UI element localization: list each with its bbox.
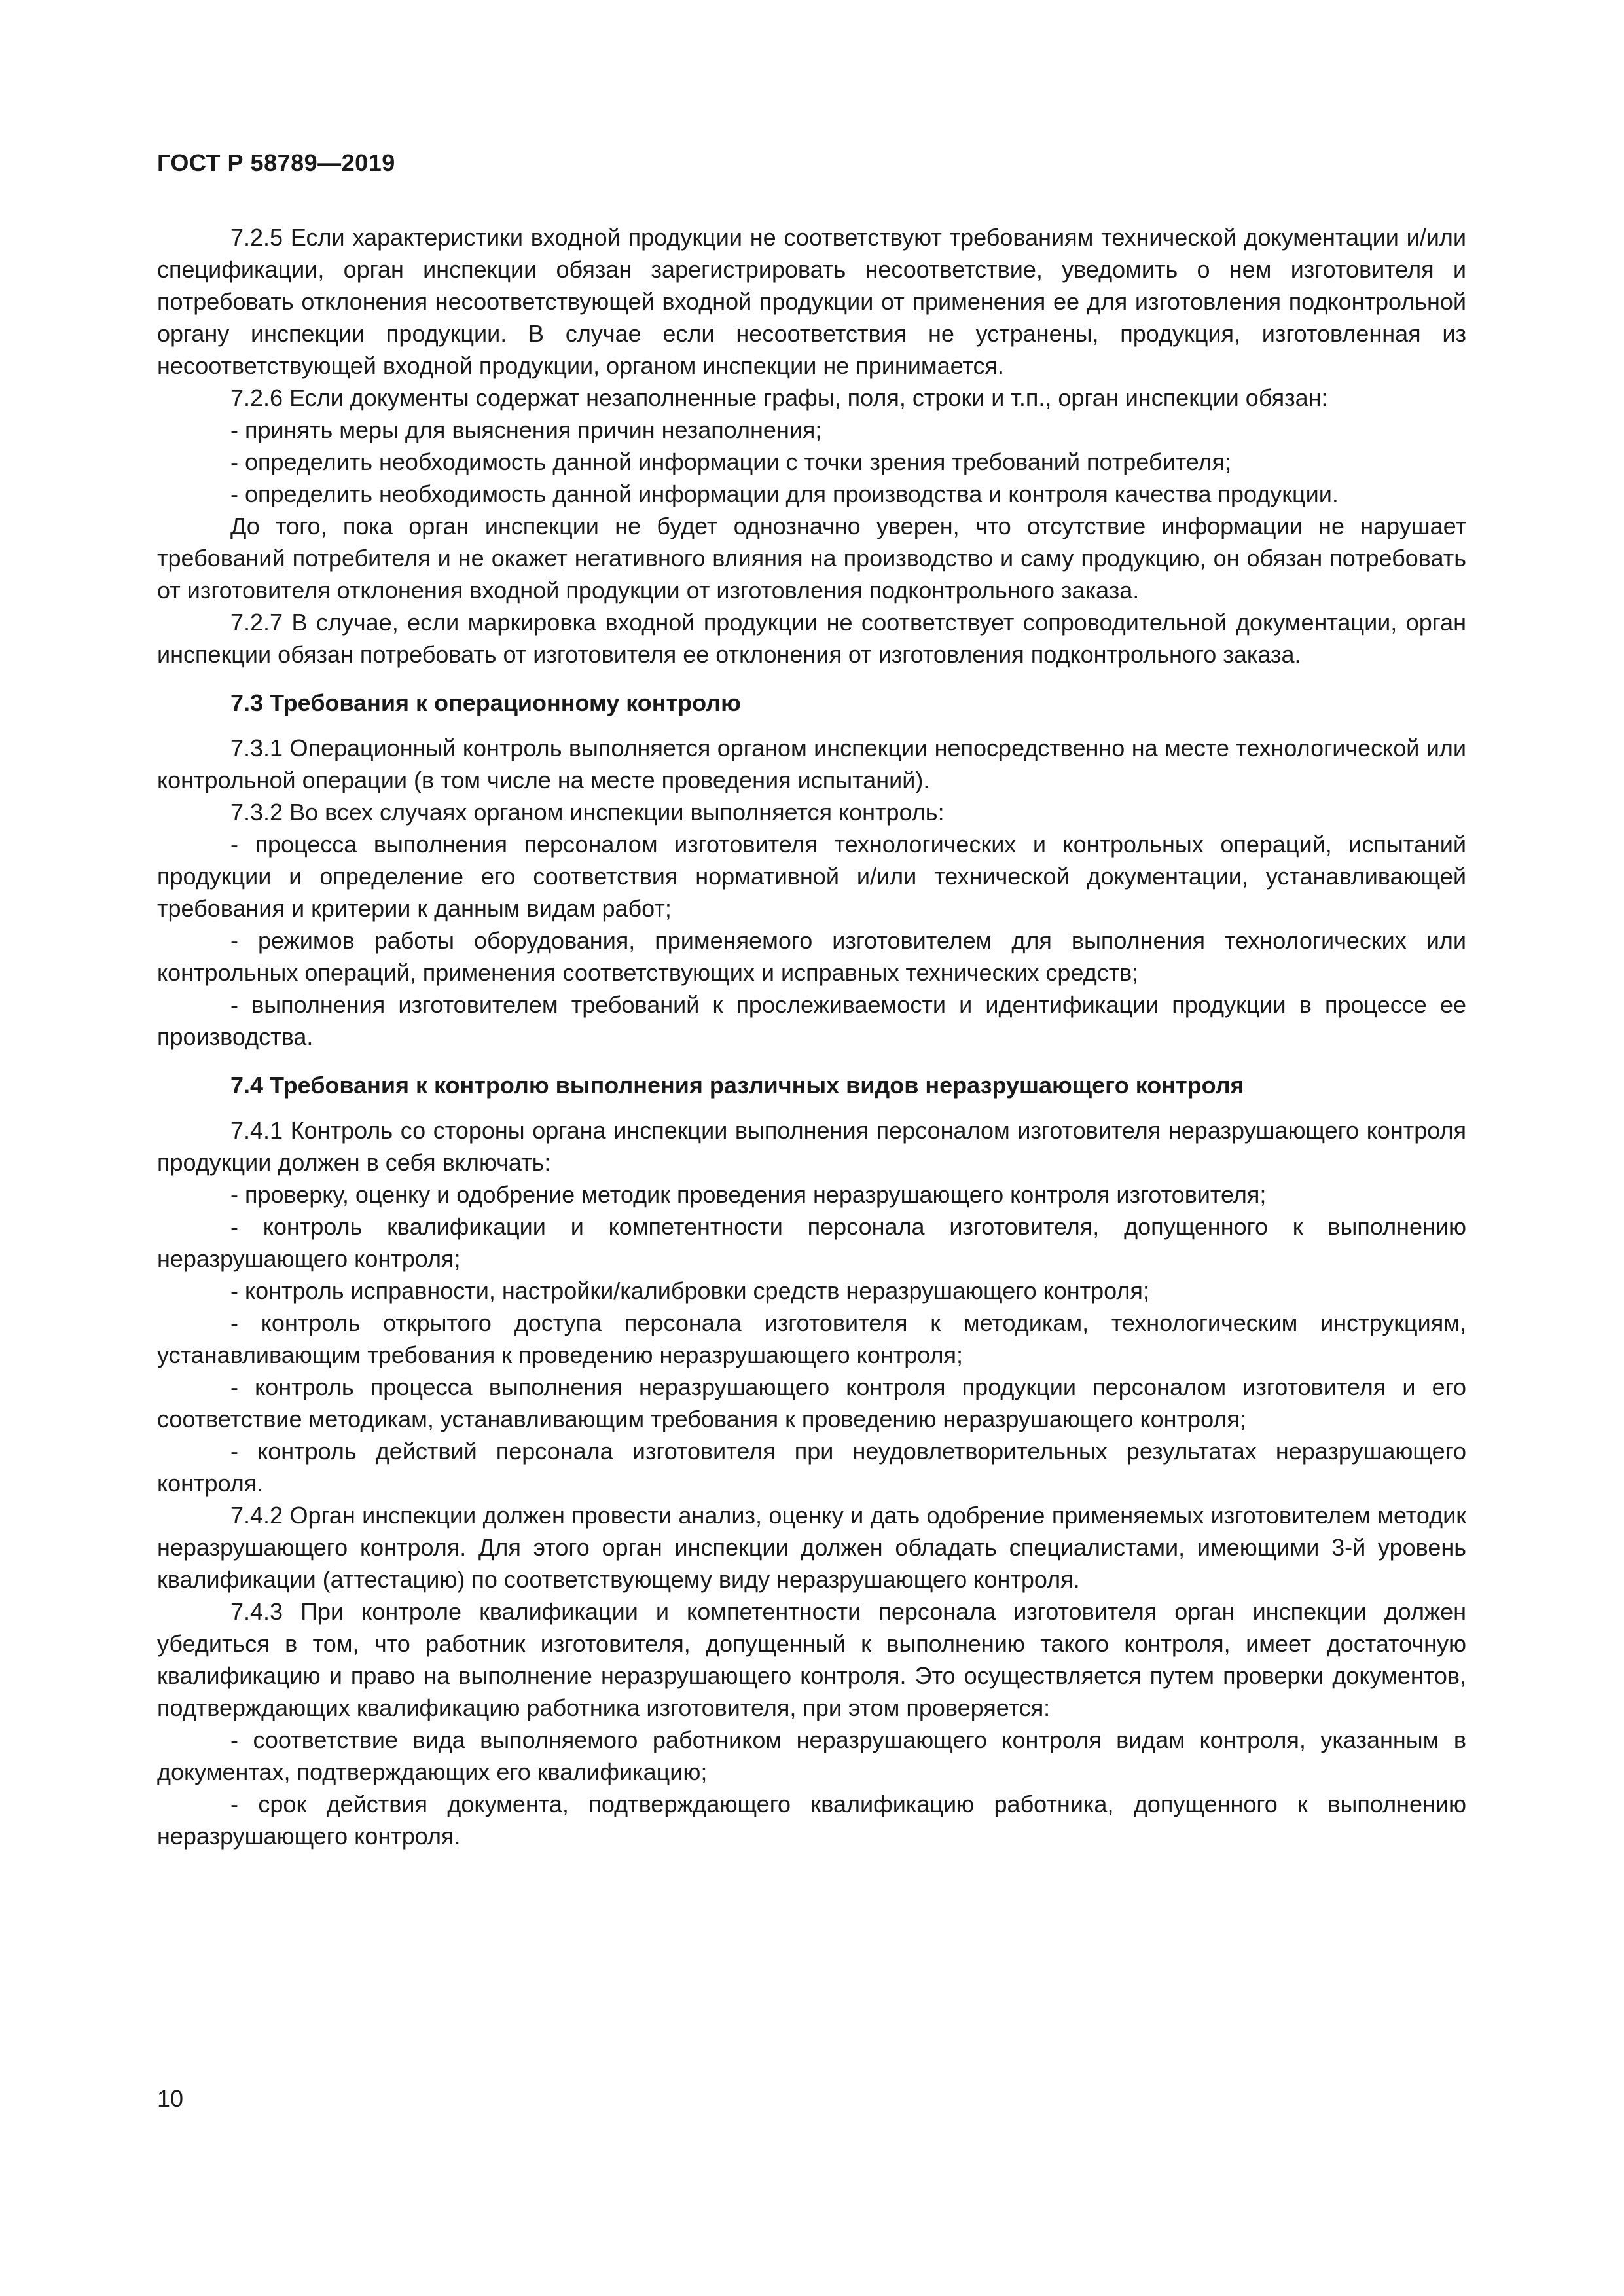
paragraph-7-2-7: 7.2.7 В случае, если маркировка входной продукции не соответствует сопроводительной документации, орган инспекции обязан потребовать от изготовителя ее отклонения от изготовления подконтрольного заказа. xyxy=(157,609,1466,668)
list-item: - контроль действий персонала изготовителя при неудовлетворительных результатах неразрушающего контроля. xyxy=(157,1438,1466,1497)
paragraph-7-2-5: 7.2.5 Если характеристики входной продукции не соответствуют требованиям технической документации и/или спецификации, орган инспекции обязан зарегистрировать несоответствие, уведомить о нем изготовителя и потребовать отклонения несоответствующей входной продукции от применения ее для изготовления подконтрольной органу инспекции продукции. В случае если несоответствия не устранены, продукция, изготовленная из несоответствующей входной продукции, органом инспекции не принимается. xyxy=(157,224,1466,379)
list-item: - принять меры для выяснения причин незаполнения; xyxy=(230,416,822,443)
list-item: - соответствие вида выполняемого работником неразрушающего контроля видам контроля, указанным в документах, подтверждающих его квалификацию; xyxy=(157,1726,1466,1785)
document-header: ГОСТ Р 58789—2019 xyxy=(157,149,395,176)
list-item: - проверку, оценку и одобрение методик проведения неразрушающего контроля изготовителя; xyxy=(230,1181,1267,1208)
list-item: - определить необходимость данной информации для производства и контроля качества продукции. xyxy=(230,481,1339,507)
paragraph-7-3-1: 7.3.1 Операционный контроль выполняется органом инспекции непосредственно на месте технологической или контрольной операции (в том числе на месте проведения испытаний). xyxy=(157,735,1466,793)
list-item: - процесса выполнения персоналом изготовителя технологических и контрольных операций, испытаний продукции и определение его соответствия нормативной и/или технической документации, устанавливающей требования и критерии к данным видам работ; xyxy=(157,831,1466,922)
list-item: - выполнения изготовителем требований к прослеживаемости и идентификации продукции в процессе ее производства. xyxy=(157,991,1466,1050)
list-item: - определить необходимость данной информации с точки зрения требований потребителя; xyxy=(230,448,1232,475)
list-item: - контроль открытого доступа персонала изготовителя к методикам, технологическим инструкциям, устанавливающим требования к проведению неразрушающего контроля; xyxy=(157,1309,1466,1368)
paragraph-7-2-6-after: До того, пока орган инспекции не будет однозначно уверен, что отсутствие информации не нарушает требований потребителя и не окажет негативного влияния на производство и саму продукцию, он обязан потребовать от изготовителя отклонения входной продукции от изготовления подконтрольного заказа. xyxy=(157,513,1466,604)
list-item: - режимов работы оборудования, применяемого изготовителем для выполнения технологических или контрольных операций, применения соответствующих и исправных технических средств; xyxy=(157,927,1466,986)
paragraph-7-4-1: 7.4.1 Контроль со стороны органа инспекции выполнения персоналом изготовителя неразрушающего контроля продукции должен в себя включать: xyxy=(157,1117,1466,1176)
section-heading-7-4: 7.4 Требования к контролю выполнения различных видов неразрушающего контроля xyxy=(230,1072,1244,1099)
paragraph-7-4-2: 7.4.2 Орган инспекции должен провести анализ, оценку и дать одобрение применяемых изготовителем методик неразрушающего контроля. Для этого орган инспекции должен обладать специалистами, имеющими 3-й уровень квалификации (аттестацию) по соответствующему виду неразрушающего контроля. xyxy=(157,1502,1466,1593)
paragraph-7-2-6: 7.2.6 Если документы содержат незаполненные графы, поля, строки и т.п., орган инспекции обязан: xyxy=(230,384,1328,411)
paragraph-7-4-3: 7.4.3 При контроле квалификации и компетентности персонала изготовителя орган инспекции должен убедиться в том, что работник изготовителя, допущенный к выполнению такого контроля, имеет достаточную квалификацию и право на выполнение неразрушающего контроля. Это осуществляется путем проверки документов, подтверждающих квалификацию работника изготовителя, при этом проверяется: xyxy=(157,1598,1466,1721)
page-number: 10 xyxy=(157,2085,184,2112)
list-item: - контроль квалификации и компетентности персонала изготовителя, допущенного к выполнению неразрушающего контроля; xyxy=(157,1213,1466,1272)
list-item: - контроль исправности, настройки/калибровки средств неразрушающего контроля; xyxy=(230,1277,1149,1304)
list-item: - срок действия документа, подтверждающего квалификацию работника, допущенного к выполнению неразрушающего контроля. xyxy=(157,1791,1466,1850)
list-item: - контроль процесса выполнения неразрушающего контроля продукции персоналом изготовителя и его соответствие методикам, устанавливающим требования к проведению неразрушающего контроля; xyxy=(157,1374,1466,1432)
section-heading-7-3: 7.3 Требования к операционному контролю xyxy=(230,689,741,716)
paragraph-7-3-2: 7.3.2 Во всех случаях органом инспекции выполняется контроль: xyxy=(230,799,945,826)
document-body xyxy=(157,221,1466,1852)
